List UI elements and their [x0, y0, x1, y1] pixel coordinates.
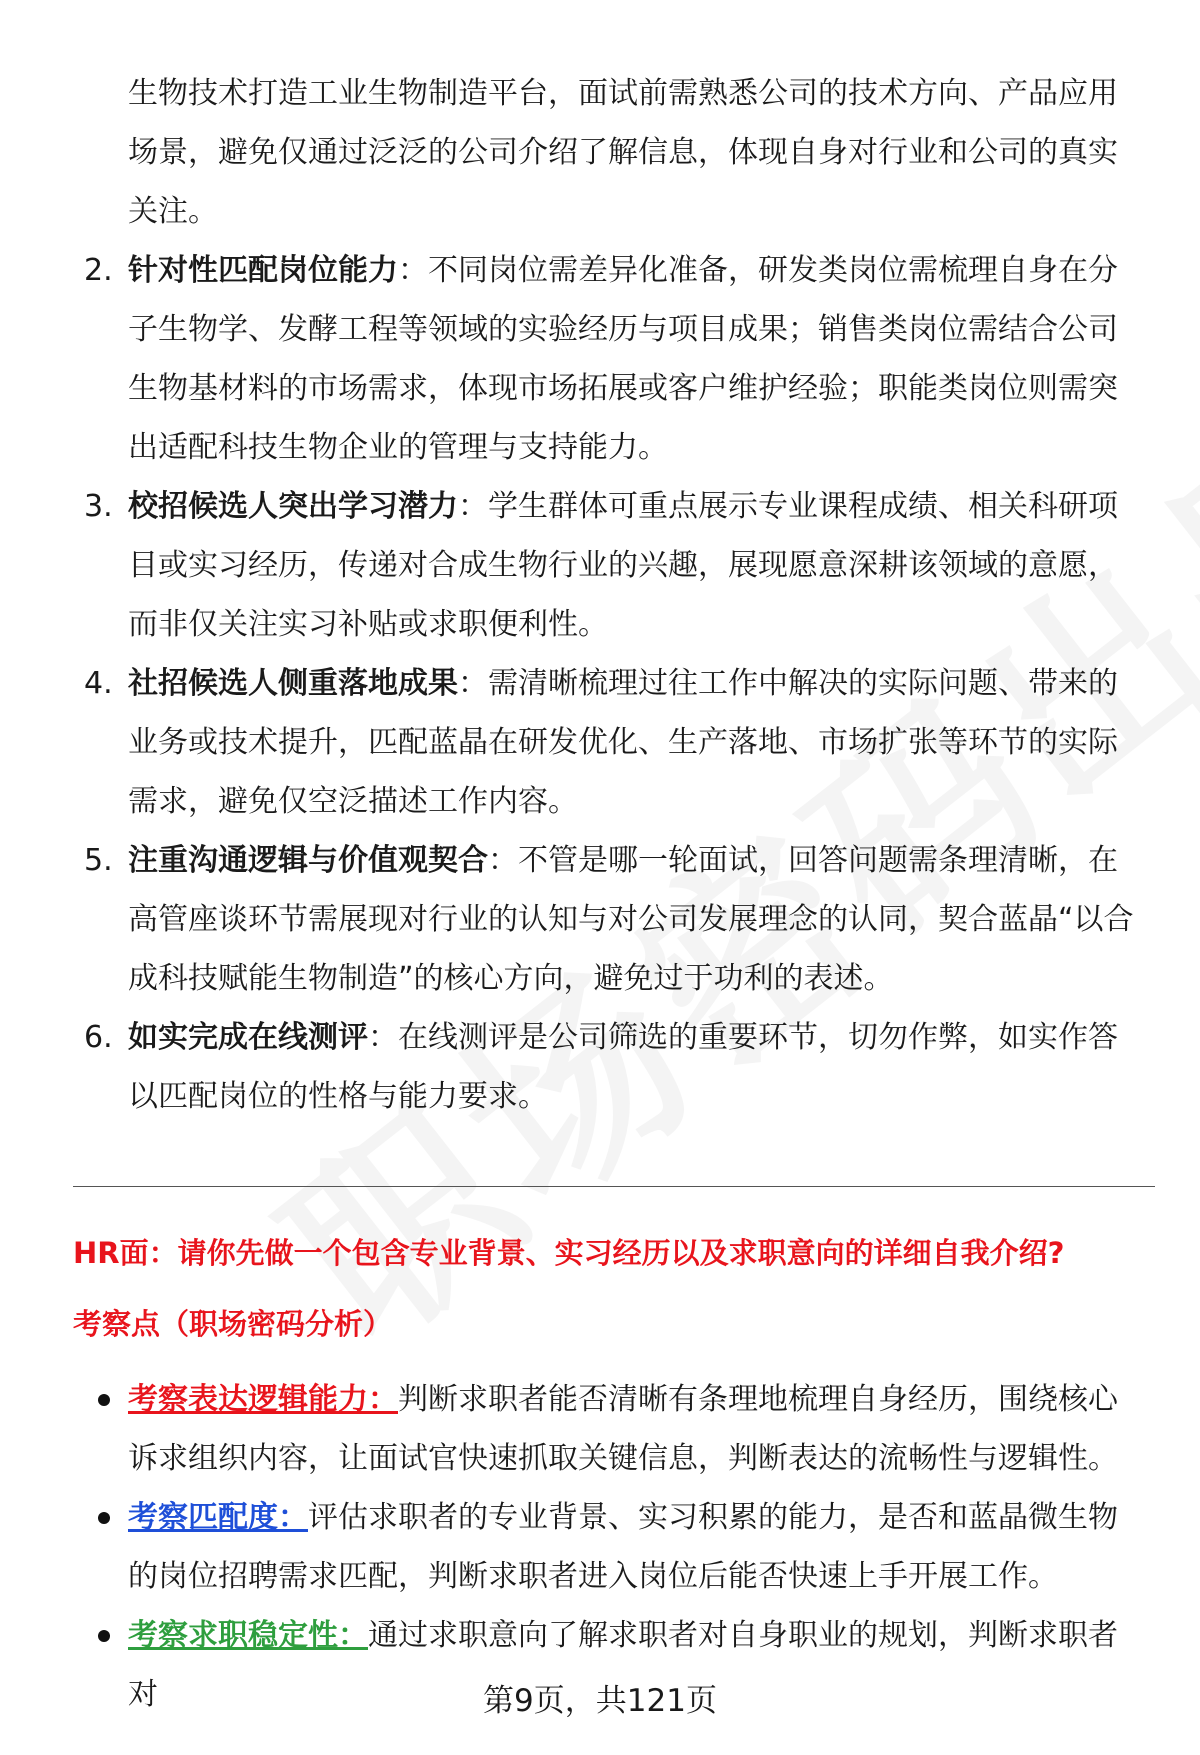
list-item: [84, 241, 1138, 477]
item-text: 不同岗位需差异化准备，研发类岗位需梳理自身在分子生物学、发酵工程等领域的实验经历与项目成果；销售类岗位需结合公司生物基材料的市场需求，体现市场拓展或客户维护经验；职能类岗位则需突出适配科技生物企业的管理与支持能力。: [128, 253, 1118, 465]
item-number: 5.: [84, 843, 113, 878]
analysis-label: 考察匹配度：: [128, 1500, 308, 1535]
analysis-text: 通过求职意向了解求职者对自身职业的规划，判断求职者对: [128, 1618, 1118, 1712]
item-separator: ：: [458, 489, 488, 524]
hr-question-heading: HR面：请你先做一个包含专业背景、实习经历以及求职意向的详细自我介绍?: [73, 1236, 1065, 1270]
item-number: 6.: [84, 1020, 113, 1055]
list-item: [84, 654, 1138, 831]
item-text: 学生群体可重点展示专业课程成绩、相关科研项目或实习经历，传递对合成生物行业的兴趣，展现愿意深耕该领域的意愿，而非仅关注实习补贴或求职便利性。: [128, 489, 1118, 642]
item-title: 针对性匹配岗位能力: [128, 253, 398, 288]
list-item: [128, 1488, 1138, 1606]
item-separator: ：: [368, 1020, 398, 1055]
list-item: [84, 477, 1138, 654]
list-item: [84, 1008, 1138, 1126]
list-item: [84, 831, 1138, 1008]
intro-paragraph: 生物技术打造工业生物制造平台，面试前需熟悉公司的技术方向、产品应用场景，避免仅通过泛泛的公司介绍了解信息，体现自身对行业和公司的真实关注。: [128, 76, 1118, 229]
item-separator: ：: [398, 253, 428, 288]
bullet-dot-icon: [98, 1394, 110, 1406]
item-text: 不管是哪一轮面试，回答问题需条理清晰，在高管座谈环节需展现对行业的认知与对公司发展理念的认同，契合蓝晶“以合成科技赋能生物制造”的核心方向，避免过于功利的表述。: [128, 843, 1134, 996]
analysis-label: 考察求职稳定性：: [128, 1618, 368, 1653]
content: [0, 64, 1200, 1126]
analysis-heading: 考察点（职场密码分析）: [73, 1307, 393, 1341]
analysis-label: 考察表达逻辑能力：: [128, 1382, 398, 1417]
item-text: 在线测评是公司筛选的重要环节，切勿作弊，如实作答以匹配岗位的性格与能力要求。: [128, 1020, 1118, 1114]
item-separator: ：: [488, 843, 518, 878]
item-title: 注重沟通逻辑与价值观契合: [128, 843, 488, 878]
analysis-text: 判断求职者能否清晰有条理地梳理自身经历，围绕核心诉求组织内容，让面试官快速抓取关键信息，判断表达的流畅性与逻辑性。: [128, 1382, 1118, 1476]
item-separator: ：: [458, 666, 488, 701]
item-number: 4.: [84, 666, 113, 701]
tips-list: [0, 241, 1200, 1126]
item-title: 校招候选人突出学习潜力: [128, 489, 458, 524]
section-divider: [73, 1186, 1155, 1187]
analysis-text: 评估求职者的专业背景、实习积累的能力，是否和蓝晶微生物的岗位招聘需求匹配，判断求职者进入岗位后能否快速上手开展工作。: [128, 1500, 1118, 1594]
item-number: 3.: [84, 489, 113, 524]
item-title: 如实完成在线测评: [128, 1020, 368, 1055]
bullet-dot-icon: [98, 1512, 110, 1524]
bullet-dot-icon: [98, 1630, 110, 1642]
item-title: 社招候选人侧重落地成果: [128, 666, 458, 701]
item-number: 2.: [84, 253, 113, 288]
item-text: 需清晰梳理过往工作中解决的实际问题、带来的业务或技术提升，匹配蓝晶在研发优化、生产落地、市场扩张等环节的实际需求，避免仅空泛描述工作内容。: [128, 666, 1118, 819]
analysis-list: [0, 1370, 1200, 1724]
list-item: [128, 1370, 1138, 1488]
page-footer: 第9页，共121页: [483, 1683, 717, 1719]
